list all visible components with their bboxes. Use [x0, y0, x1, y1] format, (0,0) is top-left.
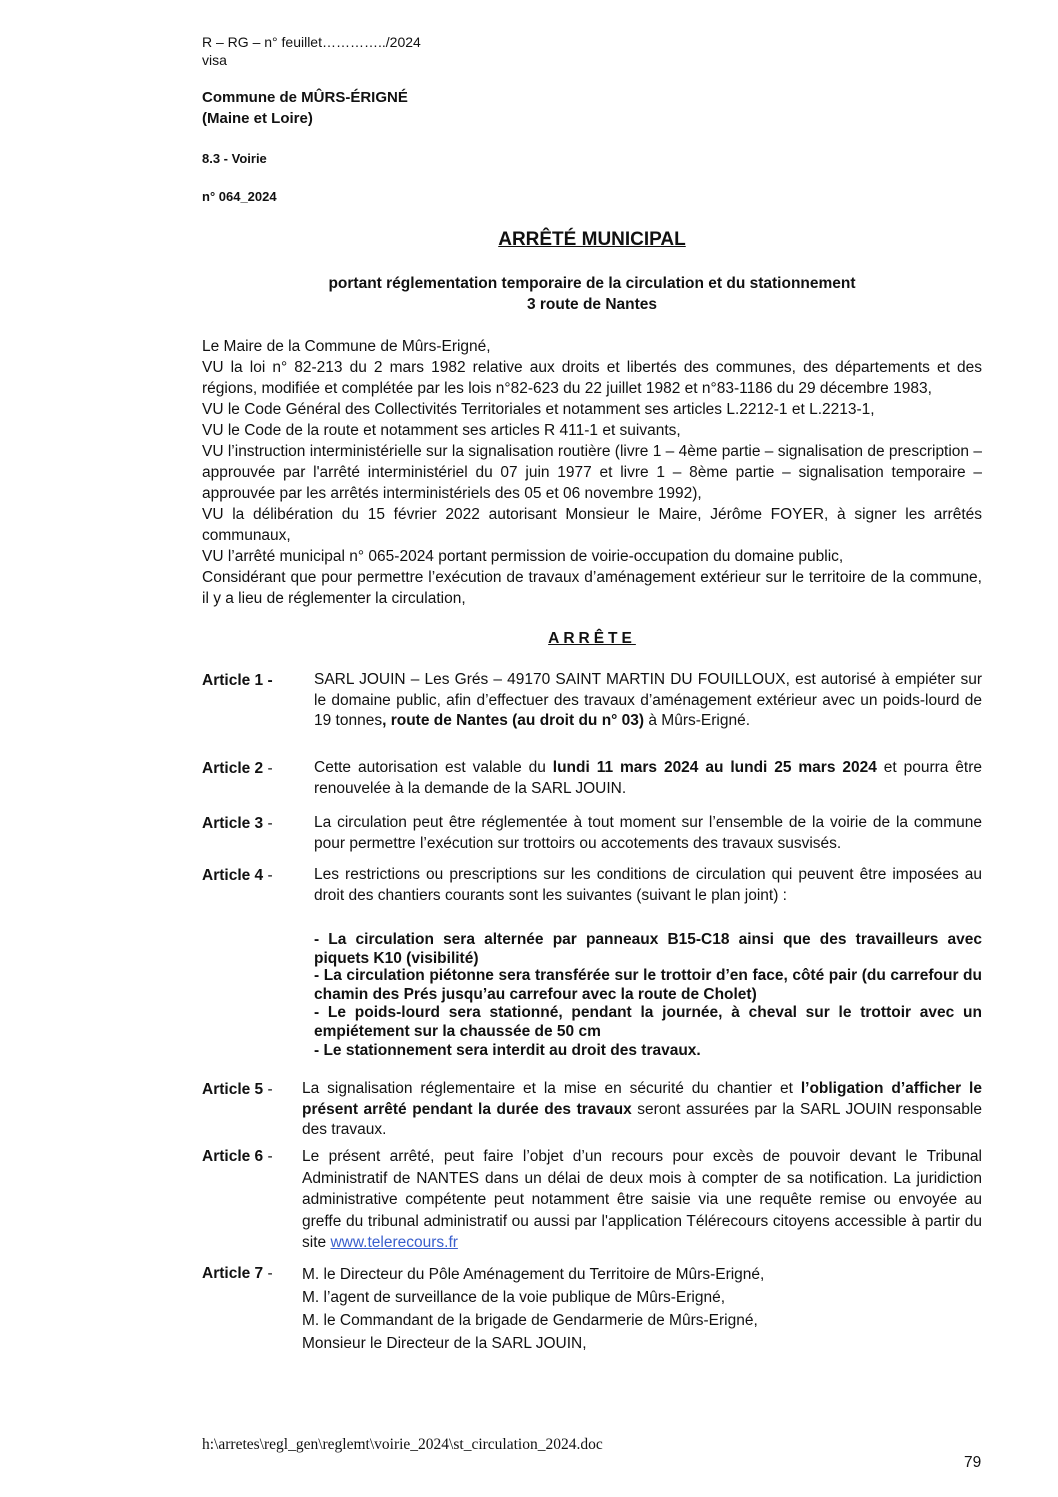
arrete-number: n° 064_2024 — [202, 189, 277, 204]
article-6-label: Article 6 - — [202, 1148, 273, 1165]
preamble-line: VU le Code Général des Collectivités Territoriales et notamment ses articles L.2212-1 et L.2213-1, — [202, 401, 875, 418]
article-4-bullet: - La circulation sera alternée par panneaux B15-C18 ainsi que des travailleurs avec piquets K10 (visibilité) — [314, 931, 982, 967]
preamble-line: VU la loi n° 82-213 du 2 mars 1982 relative aux droits et libertés des communes, des départements et des régions, modifiée et complétée par les lois n°82-623 du 22 juillet 1982 et n°83-1186 du 29 décembre 1983, — [202, 359, 982, 397]
recipient-line: Monsieur le Directeur de la SARL JOUIN, — [302, 1335, 587, 1352]
article-4-label: Article 4 - — [202, 867, 273, 884]
department-name: (Maine et Loire) — [202, 110, 313, 127]
preamble-line: VU la délibération du 15 février 2022 autorisant Monsieur le Maire, Jérôme FOYER, à signer les arrêtés communaux, — [202, 506, 982, 544]
arrete-heading: ARRÊTE — [548, 630, 636, 647]
subtitle-line-1: portant réglementation temporaire de la circulation et du stationnement — [328, 275, 856, 292]
article-3-body: La circulation peut être réglementée à tout moment sur l’ensemble de la voirie de la commune pour permettre l’exécution sur trottoirs ou accotements des travaux susvisés. — [314, 814, 982, 852]
article-5-label: Article 5 - — [202, 1081, 273, 1098]
recipient-line: M. l’agent de surveillance de la voie publique de Mûrs-Erigné, — [302, 1289, 726, 1306]
reference-line: R – RG – n° feuillet…………../2024 — [202, 34, 421, 50]
file-path-footer: h:\arretes\regl_gen\reglemt\voirie_2024\st_circulation_2024.doc — [202, 1436, 603, 1453]
article-4-bullet: - Le poids-lourd sera stationné, pendant la journée, à cheval sur le trottoir avec un empiétement sur la chaussée de 50 cm — [314, 1004, 982, 1040]
article-1-label: Article 1 - — [202, 672, 273, 689]
article-4-bullet: - Le stationnement sera interdit au droit des travaux. — [314, 1042, 701, 1059]
preamble-line: Le Maire de la Commune de Mûrs-Erigné, — [202, 338, 491, 355]
recipient-line: M. le Commandant de la brigade de Gendarmerie de Mûrs-Erigné, — [302, 1312, 758, 1329]
telerecours-link[interactable]: www.telerecours.fr — [330, 1234, 458, 1251]
page-title: ARRÊTÉ MUNICIPAL — [498, 229, 686, 250]
commune-name: Commune de MÛRS-ÉRIGNÉ — [202, 89, 408, 106]
recipient-line: M. le Directeur du Pôle Aménagement du Territoire de Mûrs-Erigné, — [302, 1266, 765, 1283]
article-6-body: Le présent arrêté, peut faire l’objet d’un recours pour excès de pouvoir devant le Tribunal Administratif de NANTES dans un délai de deux mois à compter de sa notification. La juridiction administrative compétente peut notamment être saisie via une requête remise ou envoyée au greffe du tribunal administratif ou aussi par l'application Télérecours citoyens accessible à partir du site www.telerecours.fr — [302, 1148, 982, 1251]
article-2-body: Cette autorisation est valable du lundi 11 mars 2024 au lundi 25 mars 2024 et pourra être renouvelée à la demande de la SARL JOUIN. — [314, 759, 983, 797]
preamble-line: VU l’arrêté municipal n° 065-2024 portant permission de voirie-occupation du domaine public, — [202, 548, 844, 565]
article-7-body — [302, 1263, 982, 1355]
article-3-label: Article 3 - — [202, 815, 273, 832]
article-4-body: Les restrictions ou prescriptions sur les conditions de circulation qui peuvent être imposées au droit des chantiers courants sont les suivantes (suivant le plan joint) : — [314, 866, 982, 904]
article-4-bullet: - La circulation piétonne sera transférée sur le trottoir d’en face, côté pair (du carrefour du chamin des Prés jusqu’au carrefour avec la route de Cholet) — [314, 967, 982, 1003]
preamble — [202, 336, 982, 609]
article-2-label: Article 2 - — [202, 760, 273, 777]
subtitle-line-2: 3 route de Nantes — [526, 296, 658, 313]
visa-label: visa — [202, 52, 227, 68]
category-label: 8.3 - Voirie — [202, 151, 267, 166]
article-7-label: Article 7 - — [202, 1265, 273, 1282]
article-5-body: La signalisation réglementaire et la mise en sécurité du chantier et l’obligation d’afficher le présent arrêté pendant la durée des travaux seront assurées par la SARL JOUIN responsable des travaux. — [302, 1080, 982, 1138]
preamble-line: VU le Code de la route et notamment ses articles R 411-1 et suivants, — [202, 422, 681, 439]
preamble-line: Considérant que pour permettre l’exécution de travaux d’aménagement extérieur sur le territoire de la commune, il y a lieu de réglementer la circulation, — [202, 569, 982, 607]
article-1-body: SARL JOUIN – Les Grés – 49170 SAINT MARTIN DU FOUILLOUX, est autorisé à empiéter sur le domaine public, afin d’effectuer des travaux d’aménagement extérieur avec un poids-lourd de 19 tonnes, route de Nantes (au droit du n° 03) à Mûrs-Erigné. — [314, 671, 982, 729]
page-number: 79 — [964, 1454, 982, 1471]
preamble-line: VU l’instruction interministérielle sur la signalisation routière (livre 1 – 4ème partie – signalisation de prescription – approuvée par l'arrêté interministériel du 07 juin 1977 et livre 1 – 8ème partie – signalisation temporaire – approuvée par les arrêtés interministériels des 05 et 06 novembre 1992), — [202, 443, 982, 502]
